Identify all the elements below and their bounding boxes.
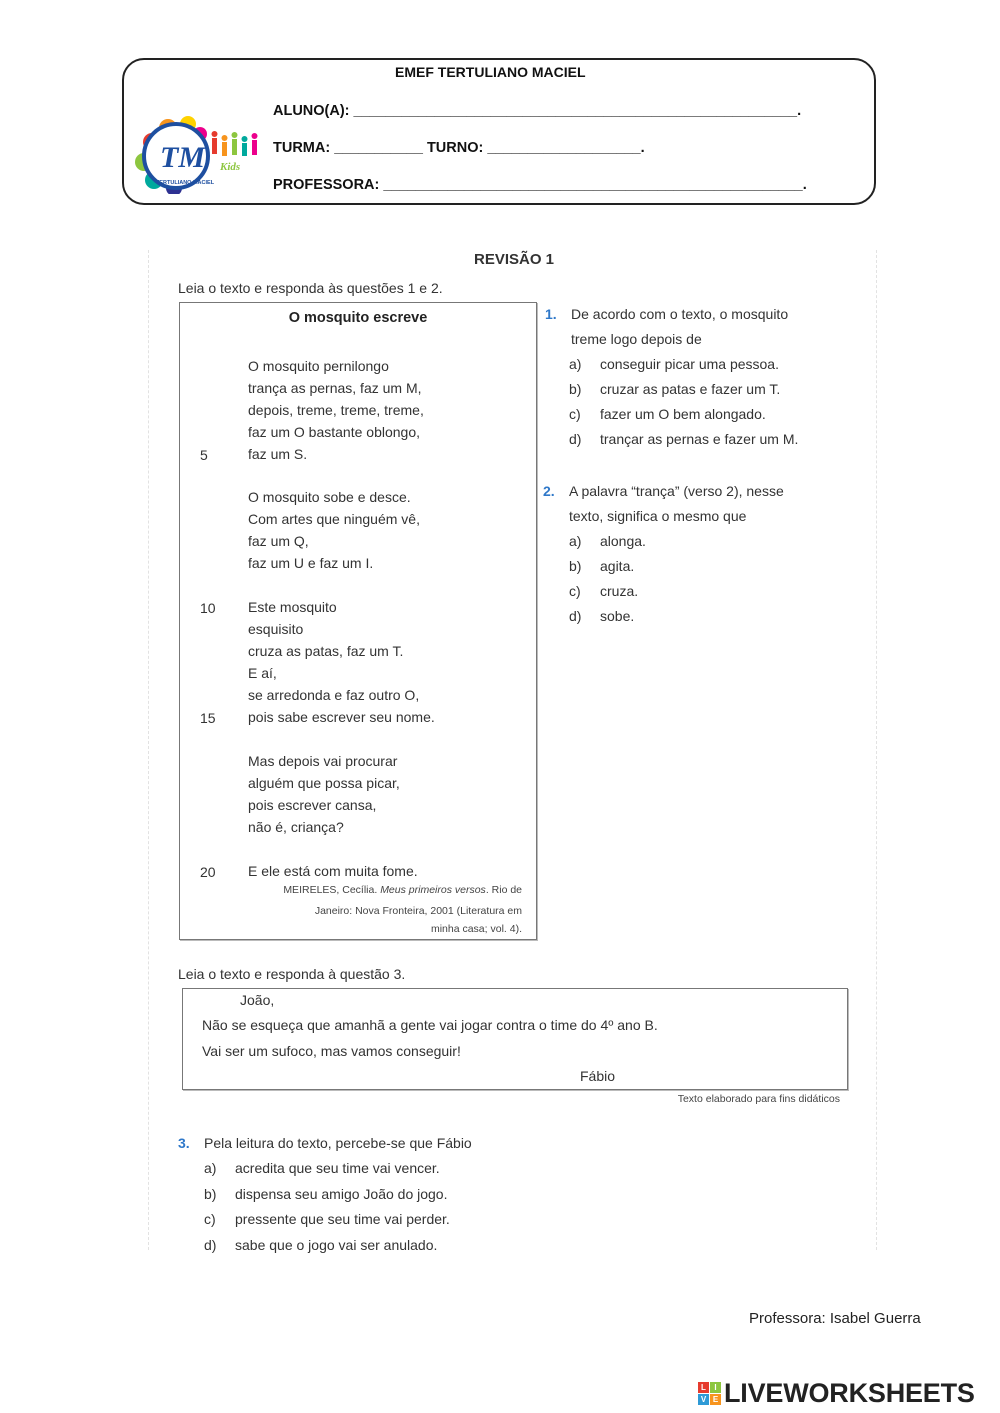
poem-title: O mosquito escreve	[288, 310, 428, 326]
poem-line: pois escrever cansa,	[248, 797, 377, 813]
poem-line: faz um Q,	[248, 533, 309, 549]
question-1-text-cont: treme logo depois de	[571, 331, 702, 347]
question-2-option-b[interactable]: agita.	[600, 558, 635, 574]
poem-line: faz um O bastante oblongo,	[248, 424, 420, 440]
poem-line: O mosquito pernilongo	[248, 358, 389, 374]
question-1-option-b-letter[interactable]: b)	[569, 381, 582, 397]
question-2-option-a[interactable]: alonga.	[600, 533, 646, 549]
credit-rest: . Rio de	[485, 884, 522, 896]
poem-line: depois, treme, treme, treme,	[248, 402, 424, 418]
question-2-text-cont: texto, significa o mesmo que	[569, 508, 747, 524]
lw-tile-i: I	[710, 1382, 721, 1393]
logo-kids-figures	[212, 131, 258, 156]
question-3-option-b[interactable]: dispensa seu amigo João do jogo.	[235, 1186, 448, 1202]
liveworksheets-logo[interactable]	[698, 1376, 975, 1410]
question-1-text: De acordo com o texto, o mosquito	[571, 306, 789, 322]
instruction-2: Leia o texto e responda à questão 3.	[178, 966, 406, 982]
professora-field[interactable]: PROFESSORA: ____________________________________________________.	[273, 177, 807, 193]
school-name: EMEF TERTULIANO MACIEL	[395, 64, 586, 80]
question-3-number: 3.	[178, 1135, 190, 1151]
credit-author: MEIRELES, Cecília.	[283, 884, 381, 896]
note-greeting: João,	[240, 992, 275, 1008]
question-1-option-a-letter[interactable]: a)	[569, 356, 582, 372]
scan-edge-left	[148, 250, 149, 1250]
poem-box	[179, 302, 537, 940]
footer-teacher: Professora: Isabel Guerra	[749, 1310, 921, 1327]
poem-line: trança as pernas, faz um M,	[248, 380, 422, 396]
logo-kids-text: Kids	[220, 161, 241, 173]
question-3-option-d[interactable]: sabe que o jogo vai ser anulado.	[235, 1237, 438, 1253]
question-2-option-d[interactable]: sobe.	[600, 608, 635, 624]
question-1-option-c[interactable]: fazer um O bem alongado.	[600, 406, 766, 422]
scan-edge-right	[876, 250, 877, 1250]
poem-line-number: 15	[200, 710, 216, 726]
poem-credit	[283, 884, 522, 896]
poem-line-number: 20	[200, 864, 216, 880]
poem-line: Com artes que ninguém vê,	[248, 511, 420, 527]
question-2-number: 2.	[543, 483, 555, 499]
logo-text: TM	[160, 141, 205, 174]
question-3-option-a[interactable]: acredita que seu time vai vencer.	[235, 1160, 440, 1176]
poem-line: Mas depois vai procurar	[248, 753, 398, 769]
question-1-number: 1.	[545, 306, 557, 322]
logo-subtitle: TERTULIANO MACIEL	[156, 180, 215, 186]
question-1-option-b[interactable]: cruzar as patas e fazer um T.	[600, 381, 781, 397]
poem-line: não é, criança?	[248, 819, 344, 835]
lw-tile-l: L	[698, 1382, 709, 1393]
worksheet-title: REVISÃO 1	[473, 251, 555, 268]
poem-line: E ele está com muita fome.	[248, 863, 418, 879]
question-3-option-b-letter[interactable]: b)	[204, 1186, 217, 1202]
question-2-option-a-letter[interactable]: a)	[569, 533, 582, 549]
question-1-option-c-letter[interactable]: c)	[569, 406, 581, 422]
liveworksheets-text: LIVEWORKSHEETS	[724, 1377, 975, 1408]
poem-line-number: 10	[200, 600, 216, 616]
poem-line: cruza as patas, faz um T.	[248, 643, 404, 659]
poem-line: pois sabe escrever seu nome.	[248, 709, 435, 725]
question-2-option-b-letter[interactable]: b)	[569, 558, 582, 574]
poem-line: faz um U e faz um I.	[248, 555, 374, 571]
lw-tile-v: V	[698, 1394, 709, 1405]
poem-line: O mosquito sobe e desce.	[248, 489, 411, 505]
poem-credit-line-3: minha casa; vol. 4).	[430, 923, 522, 935]
poem-line: faz um S.	[248, 446, 308, 462]
question-1-option-d[interactable]: trançar as pernas e fazer um M.	[600, 431, 799, 447]
poem-line: alguém que possa picar,	[248, 775, 400, 791]
question-2-option-c[interactable]: cruza.	[600, 583, 639, 599]
lw-tile-e: E	[710, 1394, 721, 1405]
poem-line: se arredonda e faz outro O,	[248, 687, 420, 703]
note-line-2: Vai ser um sufoco, mas vamos conseguir!	[202, 1043, 461, 1059]
question-3-option-d-letter[interactable]: d)	[204, 1237, 217, 1253]
poem-line: esquisito	[248, 621, 304, 637]
note-box	[182, 988, 848, 1090]
poem-line: E aí,	[248, 665, 277, 681]
credit-book: Meus primeiros versos	[380, 884, 486, 896]
poem-line: Este mosquito	[248, 599, 337, 615]
note-signature: Fábio	[580, 1068, 616, 1084]
instruction-1: Leia o texto e responda às questões 1 e 2.	[178, 280, 443, 296]
school-logo	[130, 112, 266, 194]
question-3-option-c-letter[interactable]: c)	[204, 1211, 216, 1227]
poem-line-number: 5	[200, 447, 208, 463]
question-1-option-d-letter[interactable]: d)	[569, 431, 582, 447]
question-2-option-d-letter[interactable]: d)	[569, 608, 582, 624]
turma-turno-field[interactable]: TURMA: ___________ TURNO: ___________________.	[273, 140, 645, 156]
question-3-text: Pela leitura do texto, percebe-se que Fábio	[204, 1135, 472, 1151]
question-1-option-a[interactable]: conseguir picar uma pessoa.	[600, 356, 779, 372]
aluno-field[interactable]: ALUNO(A): _______________________________________________________.	[273, 103, 802, 119]
liveworksheets-icon	[698, 1382, 721, 1405]
question-3-option-c[interactable]: pressente que seu time vai perder.	[235, 1211, 450, 1227]
note-line-1: Não se esqueça que amanhã a gente vai jogar contra o time do 4º ano B.	[202, 1017, 658, 1033]
question-2-text: A palavra “trança” (verso 2), nesse	[569, 483, 784, 499]
note-source: Texto elaborado para fins didáticos	[677, 1093, 840, 1105]
poem-credit-line-2: Janeiro: Nova Fronteira, 2001 (Literatura em	[314, 905, 522, 917]
question-2-option-c-letter[interactable]: c)	[569, 583, 581, 599]
question-3-option-a-letter[interactable]: a)	[204, 1160, 217, 1176]
